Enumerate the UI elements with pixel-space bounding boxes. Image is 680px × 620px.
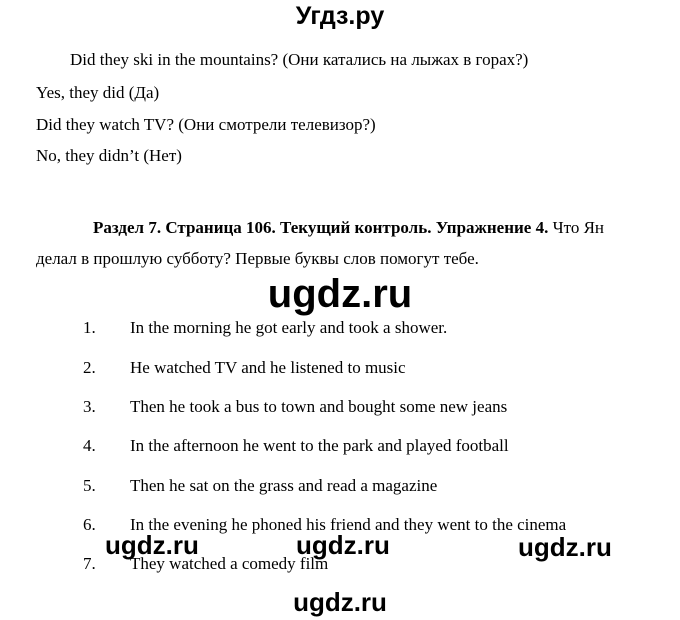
exercise-heading-bold: Раздел 7. Страница 106. Текущий контроль. Упражнение 4. xyxy=(93,218,549,237)
watermark-middle: ugdz.ru xyxy=(296,530,390,560)
item-number-6: 6. xyxy=(83,515,96,534)
item-number-4: 4. xyxy=(83,436,96,455)
watermark-left: ugdz.ru xyxy=(105,530,199,560)
watermark-right: ugdz.ru xyxy=(518,532,612,562)
item-number-3: 3. xyxy=(83,397,96,416)
item-number-7: 7. xyxy=(83,554,96,573)
item-number-2: 2. xyxy=(83,358,96,377)
watermark-center: ugdz.ru xyxy=(267,272,413,316)
dialogue-line-4: No, they didn’t (Нет) xyxy=(36,146,182,165)
item-text-5: Then he sat on the grass and read a magazine xyxy=(130,476,438,495)
exercise-heading-line2: делал в прошлую субботу? Первые буквы слов помогут тебе. xyxy=(36,249,479,268)
item-text-6: In the evening he phoned his friend and they went to the cinema xyxy=(130,515,567,534)
item-text-1: In the morning he got early and took a shower. xyxy=(130,318,448,337)
item-number-5: 5. xyxy=(83,476,96,495)
item-text-3: Then he took a bus to town and bought some new jeans xyxy=(130,397,508,416)
dialogue-line-3: Did they watch TV? (Они смотрели телевизор?) xyxy=(36,115,376,134)
dialogue-line-2: Yes, they did (Да) xyxy=(36,83,160,102)
item-number-1: 1. xyxy=(83,318,96,337)
exercise-heading-rest: Что Ян xyxy=(548,218,605,237)
item-text-7: They watched a comedy film xyxy=(130,554,329,573)
dialogue-line-1: Did they ski in the mountains? (Они катались на лыжах в горах?) xyxy=(70,50,529,69)
exercise-heading xyxy=(93,218,604,238)
item-text-4: In the afternoon he went to the park and played football xyxy=(130,436,509,455)
site-title: Угдз.ру xyxy=(295,2,385,30)
watermark-bottom: ugdz.ru xyxy=(293,587,387,617)
item-text-2: He watched TV and he listened to music xyxy=(130,358,406,377)
